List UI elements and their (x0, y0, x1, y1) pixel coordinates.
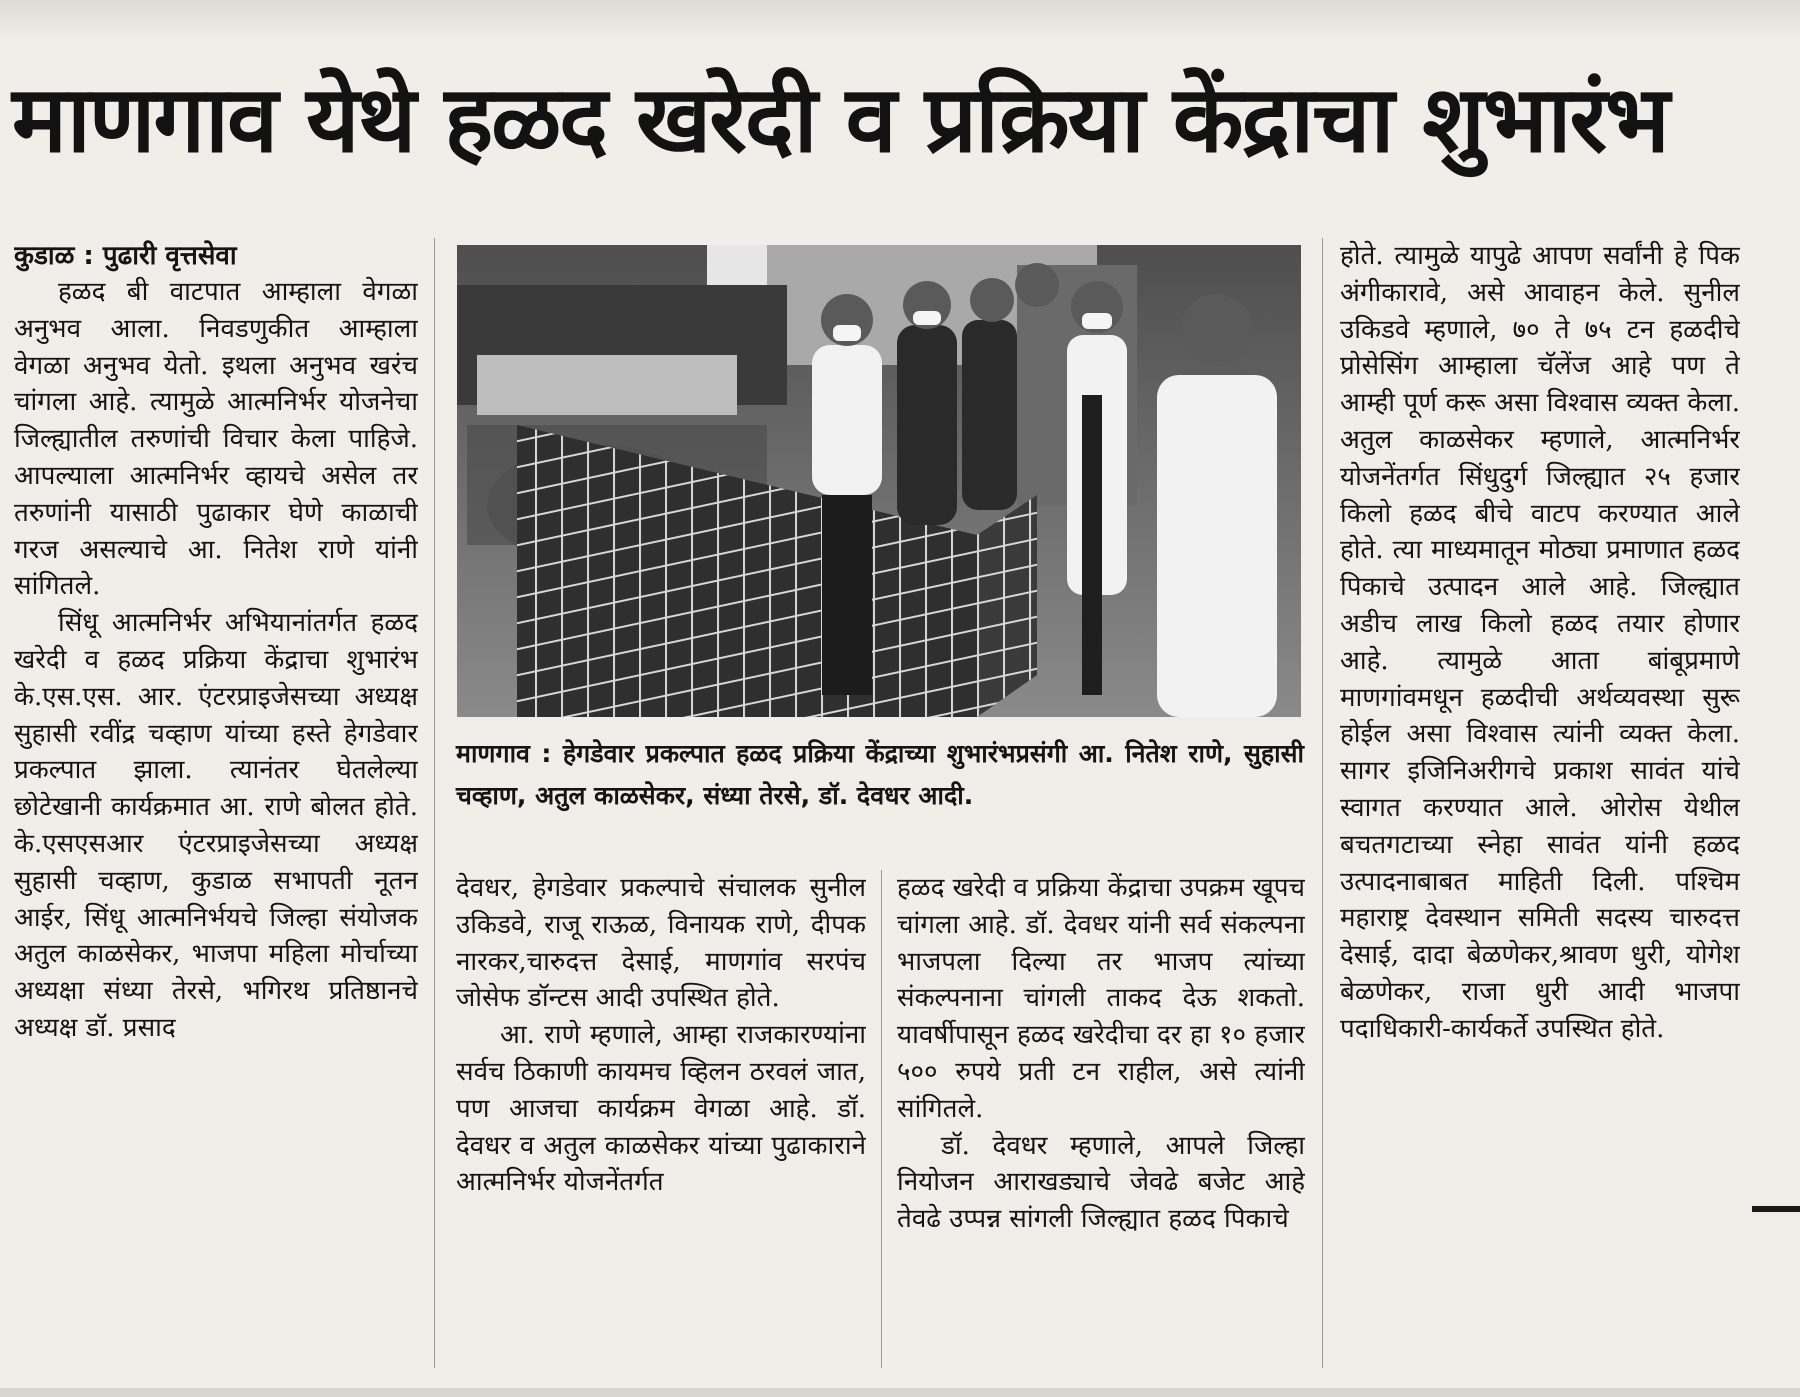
col3-paragraph-2: डॉ. देवधर म्हणाले, आपले जिल्हा नियोजन आराखड्याचे जेवढे बजेट आहे तेवढे उप्पन्न सांगली जिल्ह्यात हळद पिकाचे (897, 1130, 1305, 1235)
news-photo (457, 245, 1301, 717)
col1-paragraph-1: हळद बी वाटपात आम्हाला वेगळा अनुभव आला. निवडणुकीत आम्हाला वेगळा अनुभव येतो. इथला अनुभव खरंच चांगला आहे. त्यामुळे आत्मनिर्भर योजनेचा जिल्ह्यातील तरुणांची विचार केला पाहिजे. आपल्याला आत्मनिर्भर व्हायचे असेल तर तरुणांनी यासाठी पुढाकार घेणे काळाची गरज असल्याचे आ. नितेश राणे यांनी सांगितले. (14, 277, 418, 602)
photo-caption: माणगाव : हेगडेवार प्रकल्पात हळद प्रक्रिया केंद्राच्या शुभारंभप्रसंगी आ. नितेश राणे, सुहासी चव्हाण, अतुल काळसेकर, संध्या तेरसे, डॉ. देवधर आदी. (456, 739, 1304, 810)
column-divider (1322, 238, 1323, 1368)
page-top-shadow (0, 0, 1800, 40)
column-divider (434, 238, 435, 1368)
dateline: कुडाळ : पुढारी वृत्तसेवा (14, 241, 237, 271)
column-divider (881, 870, 882, 1368)
news-photo-drawing (457, 245, 1301, 717)
article-column-3 (897, 870, 1305, 1366)
headline: माणगाव येथे हळद खरेदी व प्रक्रिया केंद्राचा शुभारंभ (12, 66, 1668, 173)
article-column-4 (1340, 238, 1740, 1366)
col1-paragraph-2: सिंधू आत्मनिर्भर अभियानांतर्गत हळद खरेदी व हळद प्रक्रिया केंद्राचा शुभारंभ के.एस.एस. आर. एंटरप्राइजेसच्या अध्यक्ष सुहासी रवींद्र चव्हाण यांच्या हस्ते हेगडेवार प्रकल्पात झाला. त्यानंतर घेतलेल्या छोटेखानी कार्यक्रमात आ. राणे बोलत होते. के.एसएसआर एंटरप्राइजेसच्या अध्यक्ष सुहासी चव्हाण, कुडाळ सभापती नूतन आईर, सिंधू आत्मनिर्भयचे जिल्हा संयोजक अतुल काळसेकर, भाजपा महिला मोर्चाच्या अध्यक्षा संध्या तेरसे, भगिरथ प्रतिष्ठानचे अध्यक्ष डॉ. प्रसाद (14, 608, 418, 1043)
col2-paragraph-2: आ. राणे म्हणाले, आम्हा राजकारण्यांना सर्वच ठिकाणी कायमच व्हिलन ठरवलं जात, पण आजचा कार्यक्रम वेगळा आहे. डॉ. देवधर व अतुल काळसेकर यांच्या पुढाकाराने आत्मनिर्भर योजनेंतर्गत (456, 1020, 866, 1198)
col2-paragraph-1: देवधर, हेगडेवार प्रकल्पाचे संचालक सुनील उकिडवे, राजू राऊळ, विनायक राणे, दीपक नारकर,चारुदत्त देसाई, माणगांव सरपंच जोसेफ डॉन्टस आदी उपस्थित होते. (456, 873, 866, 1014)
margin-mark (1752, 1206, 1800, 1212)
article-column-2 (456, 870, 866, 1366)
page-bottom-edge (0, 1388, 1800, 1397)
col3-paragraph-1: हळद खरेदी व प्रक्रिया केंद्राचा उपक्रम खूपच चांगला आहे. डॉ. देवधर यांनी सर्व संकल्पना भाजपला दिल्या तर भाजप त्यांच्या संकल्पनाना चांगली ताकद देऊ शकतो. यावर्षीपासून हळद खरेदीचा दर हा १० हजार ५०० रुपये प्रती टन राहील, असे त्यांनी सांगितले. (897, 873, 1305, 1124)
article-column-1 (14, 238, 418, 1366)
col4-paragraph-1: होते. त्यामुळे यापुढे आपण सर्वांनी हे पिक अंगीकारावे, असे आवाहन केले. सुनील उकिडवे म्हणाले, ७० ते ७५ टन हळदीचे प्रोसेसिंग आम्हाला चॅलेंज आहे पण ते आम्ही पूर्ण करू असा विश्वास व्यक्त केला. अतुल काळसेकर म्हणाले, आत्मनिर्भर योजनेंतर्गत सिंधुदुर्ग जिल्ह्यात २५ हजार किलो हळद बीचे वाटप करण्यात आले होते. त्या माध्यमातून मोठ्या प्रमाणात हळद पिकाचे उत्पादन आले आहे. जिल्ह्यात अडीच लाख किलो हळद तयार होणार आहे. त्यामुळे आता बांबूप्रमाणे माणगांवमधून हळदीची अर्थव्यवस्था सुरू होईल असा विश्वास त्यांनी व्यक्त केला. सागर इजिनिअरीगचे प्रकाश सावंत यांचे स्वागत करण्यात आले. ओरोस येथील बचतगटाच्या स्नेहा सावंत यांनी हळद उत्पादनाबाबत माहिती दिली. पश्चिम महाराष्ट्र देवस्थान समिती सदस्य चारुदत्त देसाई, दादा बेळणेकर,श्रावण धुरी, योगेश बेळणेकर, राजा धुरी आदी भाजपा पदाधिकारी-कार्यकर्ते उपस्थित होते. (1340, 241, 1740, 1044)
